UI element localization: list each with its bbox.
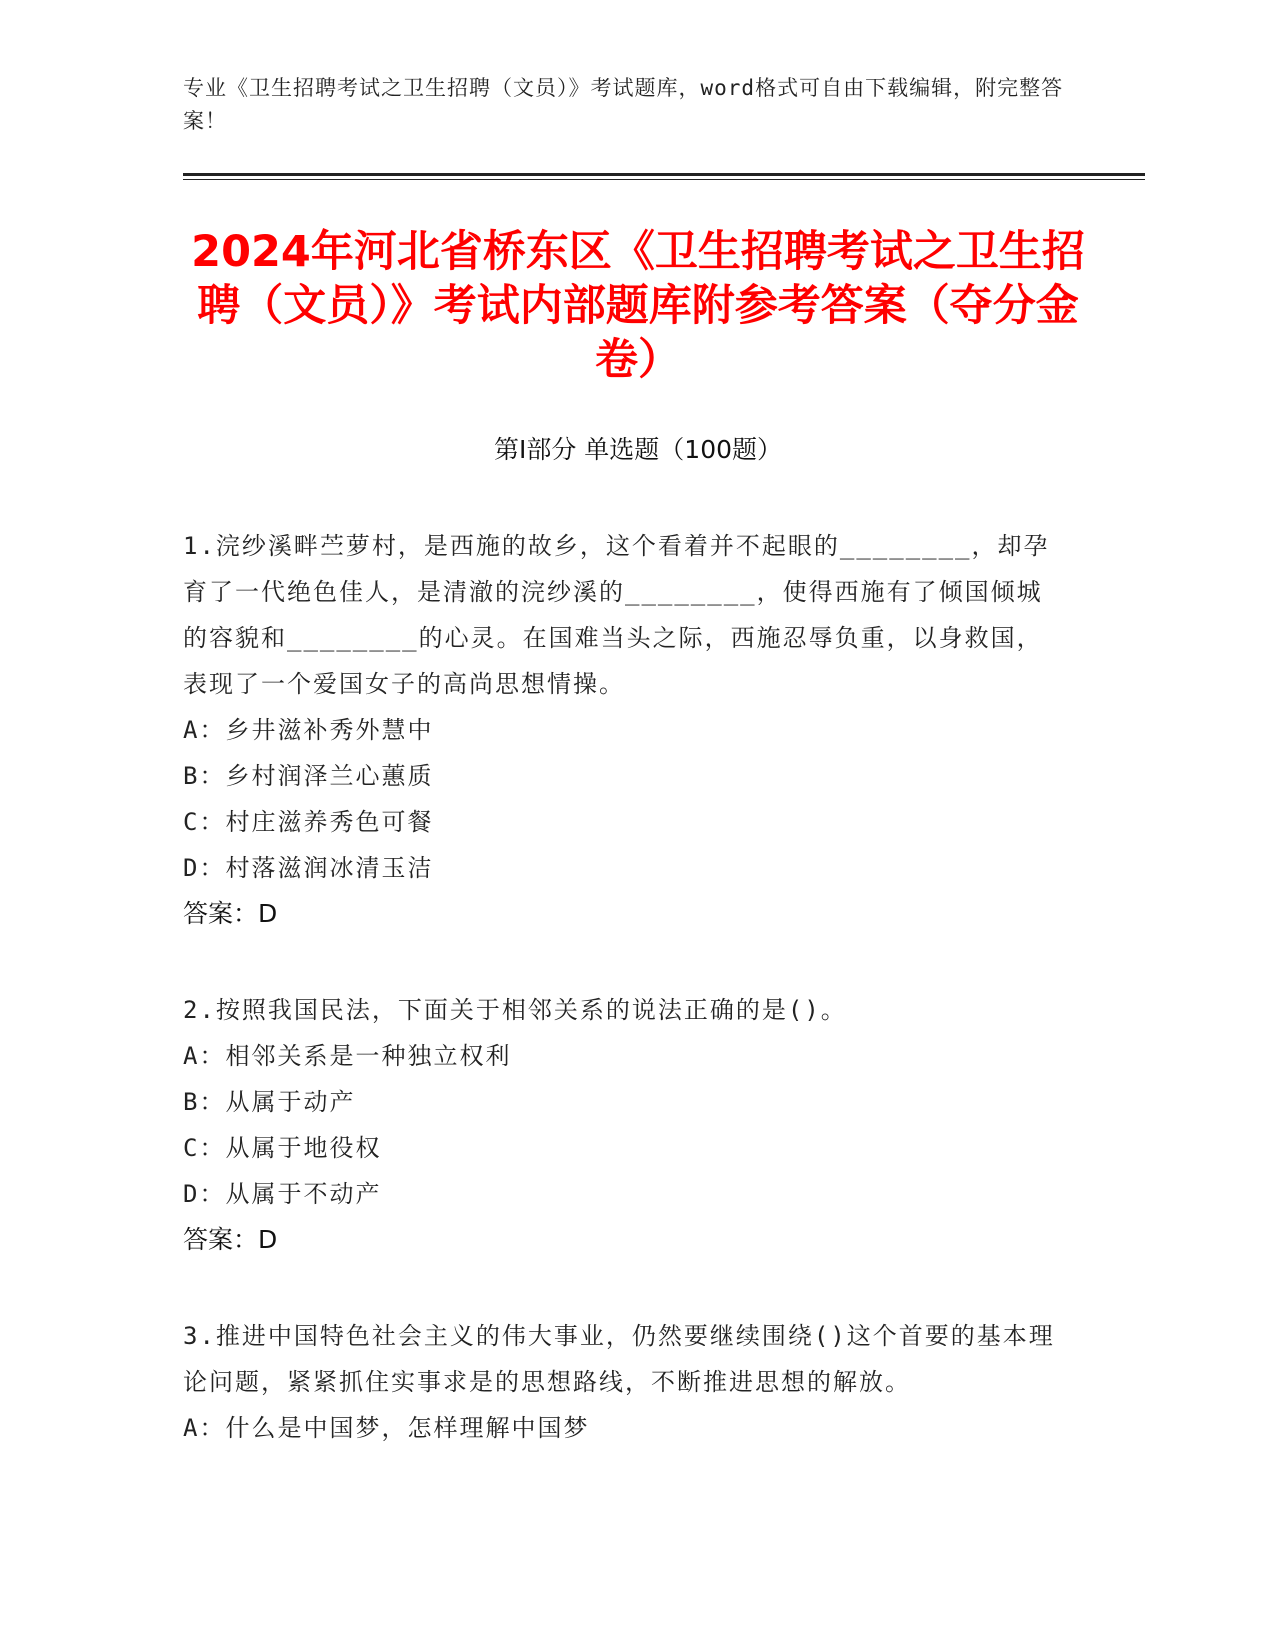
answer-label: 答案：D: [183, 1225, 278, 1254]
section-title: 第Ⅰ部分 单选题（100题）: [493, 435, 783, 464]
question-stem: 2.按照我国民法，下面关于相邻关系的说法正确的是()。: [183, 996, 847, 1024]
option-d: D：村落滋润冰清玉洁: [183, 854, 434, 882]
question-1: [183, 523, 1063, 937]
document-title: 2024年河北省桥东区《卫生招聘考试之卫生招聘（文员）》考试内部题库附参考答案（夺分金卷）: [191, 227, 1085, 385]
question-2: [183, 987, 1063, 1263]
option-d: D：从属于不动产: [183, 1180, 382, 1208]
option-a: A：乡井滋补秀外慧中: [183, 716, 434, 744]
question-stem: 1.浣纱溪畔苎萝村，是西施的故乡，这个看着并不起眼的________，却孕育了一代绝色佳人，是清澈的浣纱溪的________，使得西施有了倾国倾城的容貌和________的心灵。在国难当头之际，西施忍辱负重，以身救国，表现了一个爱国女子的高尚思想情操。: [183, 532, 1050, 698]
question-3: [183, 1313, 1063, 1451]
option-a: A：什么是中国梦，怎样理解中国梦: [183, 1414, 590, 1442]
option-a: A：相邻关系是一种独立权利: [183, 1042, 512, 1070]
option-c: C：从属于地役权: [183, 1134, 382, 1162]
option-c: C：村庄滋养秀色可餐: [183, 808, 434, 836]
option-b: B：乡村润泽兰心蕙质: [183, 762, 434, 790]
answer-label: 答案：D: [183, 899, 278, 928]
option-b: B：从属于动产: [183, 1088, 356, 1116]
header-divider-thin: [183, 179, 1145, 180]
question-stem: 3.推进中国特色社会主义的伟大事业，仍然要继续围绕()这个首要的基本理论问题，紧紧抓住实事求是的思想路线，不断推进思想的解放。: [183, 1322, 1055, 1396]
header-note: 专业《卫生招聘考试之卫生招聘（文员）》考试题库，word格式可自由下载编辑，附完整答案！: [183, 76, 1064, 133]
question-list: [183, 523, 1063, 1501]
header-divider-thick: [183, 173, 1145, 176]
